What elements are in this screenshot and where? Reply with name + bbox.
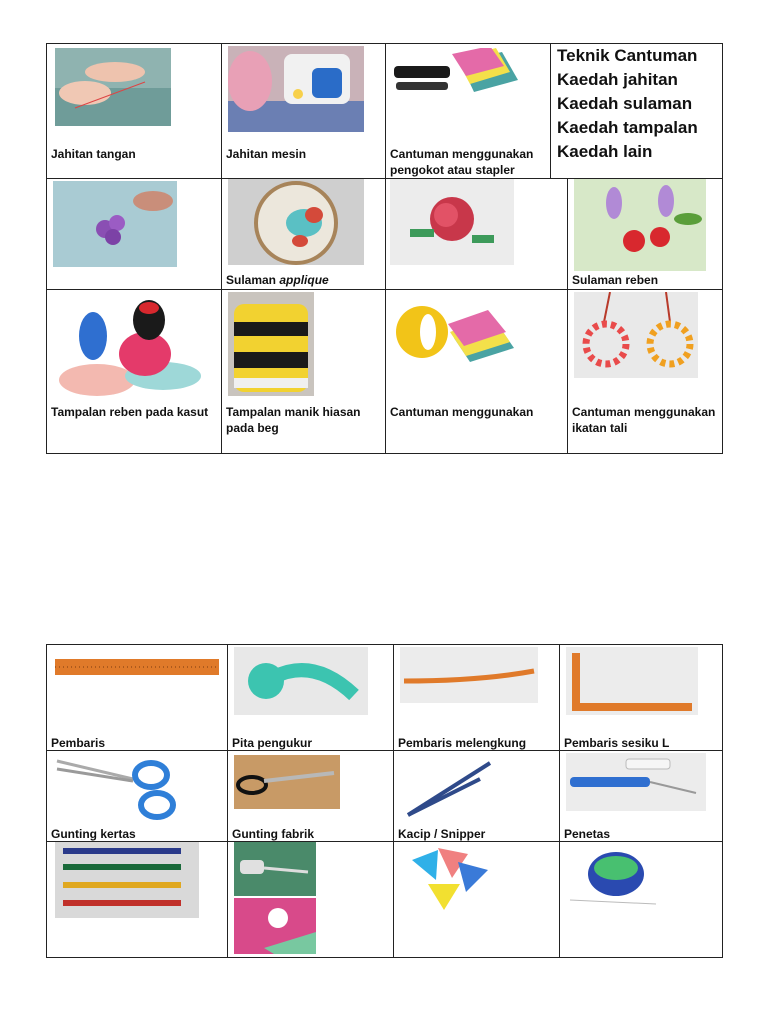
label-cantuman-pita: Cantuman menggunakan [390, 405, 534, 419]
cell-gunting-kertas [47, 751, 228, 842]
ribbon-embroidery-photo [574, 179, 706, 271]
label-tampalan-manik: Tampalan manik hiasan pada beg [226, 405, 361, 435]
label-tampalan-reben: Tampalan reben pada kasut [51, 405, 209, 419]
measuring-tape-photo [234, 647, 368, 715]
bottom-table [46, 644, 723, 958]
hand-sewing-photo [55, 48, 171, 126]
tracing-wheel-photo [234, 842, 316, 896]
pin-cushion-photo [566, 844, 660, 910]
beaded-bag-photo [228, 292, 314, 396]
paper-scissors-photo [53, 751, 183, 825]
cell-sulaman-3 [386, 179, 568, 290]
label-pembaris-melengkung: Pembaris melengkung [398, 736, 527, 750]
label-cantuman-tali: Cantuman menggunakan ikatan tali [572, 405, 716, 435]
cell-cantuman-pita [386, 290, 568, 454]
applique-elephant-photo [228, 179, 364, 265]
label-cantuman-stapler: Cantuman menggunakan pengokot atau stapler [390, 147, 534, 177]
title-kaedah-tampalan: Kaedah tampalan [557, 118, 698, 137]
top-table [46, 43, 723, 454]
cell-tampalan-manik [222, 290, 386, 454]
cell-kacip-snipper [394, 751, 560, 842]
cell-pembaris [47, 645, 228, 751]
title-kaedah-lain: Kaedah lain [557, 142, 653, 161]
label-sulaman-prefix: Sulaman [226, 273, 280, 287]
label-jahitan-tangan: Jahitan tangan [51, 147, 136, 161]
cell-pensel [47, 842, 228, 958]
cell-pembaris-melengkung [394, 645, 560, 751]
embroidery-flower-photo [53, 181, 177, 267]
cell-jahitan-tangan [47, 44, 222, 179]
cell-title [551, 44, 723, 179]
cell-sulaman-reben [568, 179, 723, 290]
fabric-scissors-photo [234, 755, 340, 809]
carbon-paper-photo [234, 898, 316, 954]
cell-kapur [394, 842, 560, 958]
label-kacip-snipper: Kacip / Snipper [398, 827, 486, 841]
label-gunting-kertas: Gunting kertas [51, 827, 136, 841]
cell-tampalan-reben [47, 290, 222, 454]
label-pita-pengukur: Pita pengukur [232, 736, 313, 750]
title-teknik-cantuman: Teknik Cantuman [557, 46, 698, 65]
label-penetas: Penetas [564, 827, 611, 841]
cell-tracing-wheel [228, 842, 394, 958]
cell-sulaman-1 [47, 179, 222, 290]
label-applique-word: applique [279, 273, 329, 287]
title-kaedah-sulaman: Kaedah sulaman [557, 94, 693, 113]
cell-cantuman-stapler [386, 44, 551, 179]
cell-pembaris-sesiku [560, 645, 723, 751]
cell-sulaman-applique [222, 179, 386, 290]
cell-jahitan-mesin [222, 44, 386, 179]
shoes-photo [53, 292, 213, 404]
pencils-photo [55, 842, 199, 918]
cell-pita-pengukur [228, 645, 394, 751]
title-block [557, 44, 698, 164]
curved-ruler-photo [400, 647, 538, 703]
label-gunting-fabrik: Gunting fabrik [232, 827, 314, 841]
cell-cantuman-tali [568, 290, 723, 454]
label-pembaris: Pembaris [51, 736, 106, 750]
tailor-chalk-photo [408, 844, 490, 914]
label-sulaman-applique [222, 272, 386, 288]
label-sulaman-reben: Sulaman reben [572, 273, 659, 287]
label-pembaris-sesiku: Pembaris sesiku L [564, 736, 670, 750]
ruler-photo [55, 659, 219, 675]
tape-photo [392, 292, 522, 374]
sewing-machine-photo [228, 46, 364, 132]
cell-penetas [560, 751, 723, 842]
snipper-photo [400, 753, 500, 823]
bead-bracelets-photo [574, 292, 698, 378]
title-kaedah-jahitan: Kaedah jahitan [557, 70, 678, 89]
seam-ripper-photo [566, 753, 706, 811]
cross-stitch-rose-photo [390, 179, 514, 265]
cell-gunting-fabrik [228, 751, 394, 842]
cell-jarum [560, 842, 723, 958]
stapler-photo [390, 48, 520, 106]
label-jahitan-mesin: Jahitan mesin [226, 147, 307, 161]
l-square-ruler-photo [566, 647, 698, 715]
